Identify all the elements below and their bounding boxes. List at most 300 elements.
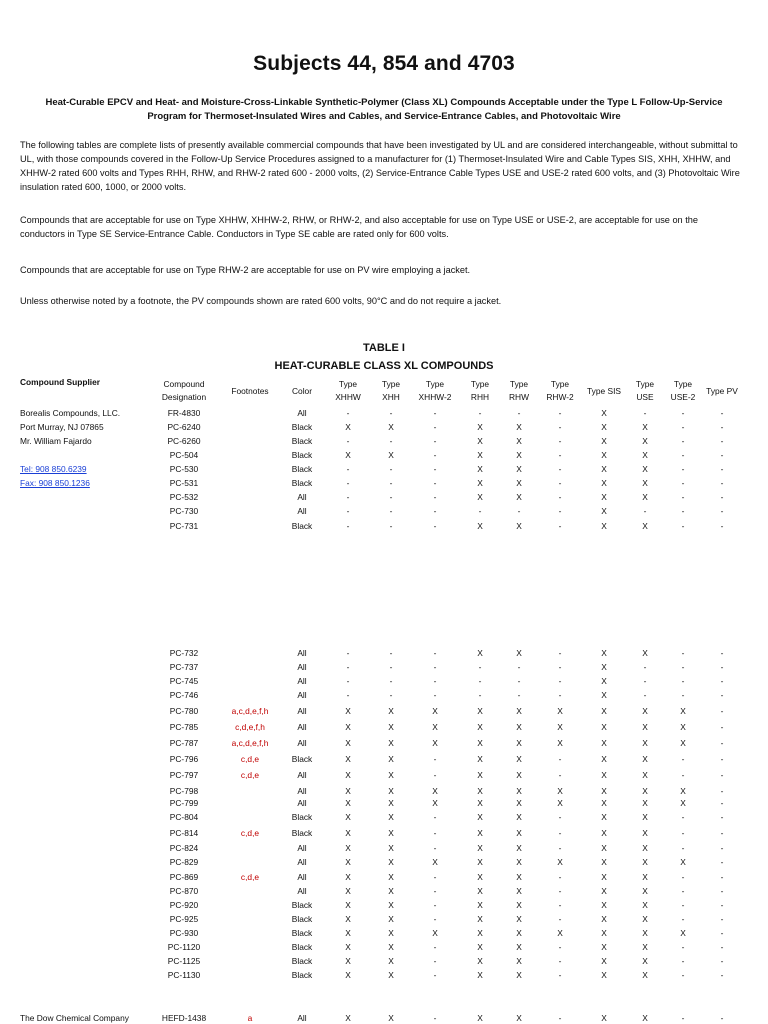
- type-cell: -: [558, 436, 562, 446]
- type-cell: X: [557, 786, 563, 796]
- type-cell: X: [601, 900, 607, 910]
- footnote-codes: c,d,e: [240, 754, 260, 764]
- type-cell: X: [477, 648, 483, 658]
- compound-color: Black: [291, 928, 313, 938]
- type-cell: -: [558, 914, 562, 924]
- compound-color: All: [297, 506, 307, 516]
- type-cell: X: [345, 422, 351, 432]
- type-cell: X: [601, 886, 607, 896]
- type-cell: X: [516, 738, 522, 748]
- type-cell: X: [516, 422, 522, 432]
- type-cell: -: [720, 690, 724, 700]
- type-cell: -: [433, 662, 437, 672]
- type-cell: X: [601, 872, 607, 882]
- compound-color: All: [297, 770, 307, 780]
- type-cell: -: [558, 1013, 562, 1023]
- type-cell: X: [601, 464, 607, 474]
- compound-designation: PC-799: [169, 798, 199, 808]
- type-cell: -: [558, 843, 562, 853]
- compound-designation: PC-796: [169, 754, 199, 764]
- type-cell: X: [345, 872, 351, 882]
- type-cell: X: [557, 738, 563, 748]
- type-cell: -: [389, 690, 393, 700]
- type-cell: -: [558, 754, 562, 764]
- type-cell: -: [720, 928, 724, 938]
- type-cell: -: [517, 506, 521, 516]
- type-cell: X: [680, 798, 686, 808]
- type-cell: X: [477, 738, 483, 748]
- type-cell: X: [516, 798, 522, 808]
- type-cell: X: [477, 478, 483, 488]
- type-cell: X: [516, 914, 522, 924]
- type-cell: -: [346, 506, 350, 516]
- compound-designation: PC-504: [169, 450, 199, 460]
- type-cell: -: [478, 662, 482, 672]
- type-cell: -: [681, 942, 685, 952]
- compound-designation: PC-732: [169, 648, 199, 658]
- type-cell: X: [477, 770, 483, 780]
- type-cell: -: [478, 676, 482, 686]
- type-cell: X: [477, 843, 483, 853]
- type-cell: X: [432, 928, 438, 938]
- compound-designation: PC-1130: [167, 970, 201, 980]
- type-cell: -: [643, 506, 647, 516]
- type-cell: -: [517, 408, 521, 418]
- type-cell: -: [720, 770, 724, 780]
- compound-color: All: [297, 843, 307, 853]
- type-cell: -: [389, 478, 393, 488]
- type-cell: X: [477, 722, 483, 732]
- type-cell: -: [433, 872, 437, 882]
- type-cell: -: [720, 422, 724, 432]
- type-cell: -: [681, 956, 685, 966]
- type-cell: -: [681, 900, 685, 910]
- compound-designation: PC-1125: [167, 956, 201, 966]
- type-cell: X: [477, 521, 483, 531]
- type-cell: -: [346, 662, 350, 672]
- type-cell: X: [601, 506, 607, 516]
- type-cell: -: [558, 676, 562, 686]
- type-cell: X: [432, 857, 438, 867]
- type-cell: -: [681, 521, 685, 531]
- type-cell: -: [558, 956, 562, 966]
- type-cell: X: [516, 828, 522, 838]
- type-cell: X: [477, 872, 483, 882]
- type-cell: X: [642, 521, 648, 531]
- compound-color: All: [297, 872, 307, 882]
- compound-color: All: [297, 738, 307, 748]
- type-cell: X: [477, 492, 483, 502]
- type-cell: X: [680, 706, 686, 716]
- footnote-codes: a,c,d,e,f,h: [231, 706, 269, 716]
- header-type-use-2: Type USE-2: [670, 379, 696, 402]
- type-cell: -: [433, 690, 437, 700]
- compound-color: All: [297, 722, 307, 732]
- type-cell: -: [720, 843, 724, 853]
- type-cell: X: [557, 722, 563, 732]
- footnote-codes: c,d,e: [240, 770, 260, 780]
- type-cell: -: [558, 900, 562, 910]
- compound-color: All: [297, 648, 307, 658]
- type-cell: X: [477, 798, 483, 808]
- type-cell: X: [601, 928, 607, 938]
- type-cell: -: [643, 676, 647, 686]
- type-cell: X: [345, 942, 351, 952]
- type-cell: -: [720, 738, 724, 748]
- type-cell: X: [601, 676, 607, 686]
- type-cell: -: [346, 492, 350, 502]
- type-cell: -: [720, 956, 724, 966]
- type-cell: X: [642, 900, 648, 910]
- type-cell: X: [477, 886, 483, 896]
- type-cell: X: [388, 706, 394, 716]
- type-cell: X: [477, 900, 483, 910]
- type-cell: X: [516, 956, 522, 966]
- type-cell: X: [601, 828, 607, 838]
- type-cell: X: [601, 770, 607, 780]
- type-cell: -: [720, 900, 724, 910]
- compound-designation: PC-532: [169, 492, 199, 502]
- type-cell: -: [681, 970, 685, 980]
- type-cell: -: [681, 914, 685, 924]
- type-cell: X: [642, 436, 648, 446]
- type-cell: -: [720, 942, 724, 952]
- compound-designation: PC-730: [169, 506, 199, 516]
- type-cell: X: [557, 798, 563, 808]
- compound-designation: PC-787: [169, 738, 199, 748]
- type-cell: -: [558, 521, 562, 531]
- type-cell: -: [681, 648, 685, 658]
- type-cell: X: [516, 492, 522, 502]
- compound-color: Black: [291, 942, 313, 952]
- type-cell: -: [720, 706, 724, 716]
- type-cell: -: [681, 1013, 685, 1023]
- type-cell: -: [558, 450, 562, 460]
- type-cell: X: [345, 812, 351, 822]
- type-cell: X: [477, 422, 483, 432]
- type-cell: -: [681, 812, 685, 822]
- type-cell: X: [477, 928, 483, 938]
- type-cell: -: [558, 648, 562, 658]
- type-cell: X: [388, 798, 394, 808]
- type-cell: X: [642, 464, 648, 474]
- type-cell: X: [345, 956, 351, 966]
- compound-color: All: [297, 690, 307, 700]
- compound-color: Black: [291, 464, 313, 474]
- type-cell: X: [642, 928, 648, 938]
- type-cell: X: [557, 706, 563, 716]
- type-cell: -: [681, 770, 685, 780]
- supplier-address: Port Murray, NJ 07865: [20, 422, 104, 432]
- type-cell: -: [558, 970, 562, 980]
- document-subtitle: Heat-Curable EPCV and Heat- and Moisture-Cross-Linkable Synthetic-Polymer (Class XL) Compounds Acceptable under the Type L Follow-Up-Service Program for Thermoset-Insulated Wires and Cables, and Service-Entrance Cables, and Photovoltaic Wire: [45, 97, 723, 122]
- type-cell: -: [346, 464, 350, 474]
- type-cell: X: [601, 970, 607, 980]
- type-cell: -: [558, 886, 562, 896]
- type-cell: -: [389, 464, 393, 474]
- type-cell: -: [643, 662, 647, 672]
- compound-designation: PC-1120: [167, 942, 201, 952]
- dow-supplier-name: The Dow Chemical Company: [20, 1013, 129, 1023]
- header-type-xhhw: Type XHHW: [335, 379, 361, 402]
- type-cell: X: [388, 886, 394, 896]
- type-cell: X: [345, 828, 351, 838]
- type-cell: -: [681, 662, 685, 672]
- type-cell: X: [642, 492, 648, 502]
- compound-designation: PC-925: [169, 914, 199, 924]
- compound-designation: PC-785: [169, 722, 199, 732]
- type-cell: X: [388, 812, 394, 822]
- type-cell: X: [680, 928, 686, 938]
- type-cell: -: [720, 754, 724, 764]
- type-cell: -: [346, 676, 350, 686]
- type-cell: X: [601, 738, 607, 748]
- compound-designation: PC-531: [169, 478, 199, 488]
- type-cell: X: [345, 798, 351, 808]
- compound-designation: PC-930: [169, 928, 199, 938]
- type-cell: -: [346, 690, 350, 700]
- type-cell: -: [389, 408, 393, 418]
- type-cell: -: [558, 812, 562, 822]
- type-cell: X: [516, 450, 522, 460]
- type-cell: -: [558, 942, 562, 952]
- compound-designation: PC-920: [169, 900, 199, 910]
- type-cell: -: [433, 828, 437, 838]
- type-cell: X: [516, 478, 522, 488]
- type-cell: -: [433, 843, 437, 853]
- type-cell: -: [681, 408, 685, 418]
- type-cell: -: [478, 506, 482, 516]
- type-cell: -: [643, 690, 647, 700]
- type-cell: X: [388, 914, 394, 924]
- type-cell: X: [388, 928, 394, 938]
- type-cell: -: [720, 676, 724, 686]
- type-cell: X: [601, 450, 607, 460]
- type-cell: -: [433, 648, 437, 658]
- type-cell: X: [516, 521, 522, 531]
- footnote-codes: c,d,e: [240, 828, 260, 838]
- type-cell: X: [680, 722, 686, 732]
- type-cell: -: [558, 464, 562, 474]
- type-cell: -: [433, 450, 437, 460]
- type-cell: X: [477, 450, 483, 460]
- type-cell: X: [388, 828, 394, 838]
- compound-color: All: [297, 492, 307, 502]
- type-cell: X: [642, 970, 648, 980]
- type-cell: -: [558, 828, 562, 838]
- type-cell: X: [642, 754, 648, 764]
- type-cell: X: [642, 798, 648, 808]
- type-cell: -: [720, 914, 724, 924]
- type-cell: X: [601, 706, 607, 716]
- header-color: Color: [291, 386, 313, 396]
- type-cell: -: [720, 436, 724, 446]
- supplier-fax-link[interactable]: Fax: 908 850.1236: [20, 478, 90, 488]
- type-cell: -: [720, 408, 724, 418]
- compound-designation: PC-870: [169, 886, 199, 896]
- type-cell: X: [388, 754, 394, 764]
- type-cell: X: [516, 942, 522, 952]
- type-cell: X: [388, 738, 394, 748]
- type-cell: -: [433, 676, 437, 686]
- type-cell: -: [720, 722, 724, 732]
- type-cell: X: [642, 450, 648, 460]
- type-cell: -: [720, 648, 724, 658]
- type-cell: -: [433, 1013, 437, 1023]
- type-cell: -: [433, 422, 437, 432]
- type-cell: -: [720, 464, 724, 474]
- type-cell: X: [601, 1013, 607, 1023]
- type-cell: X: [642, 478, 648, 488]
- type-cell: -: [433, 436, 437, 446]
- type-cell: X: [516, 812, 522, 822]
- type-cell: X: [680, 738, 686, 748]
- type-cell: -: [433, 812, 437, 822]
- type-cell: -: [720, 970, 724, 980]
- compound-color: Black: [291, 478, 313, 488]
- type-cell: -: [558, 478, 562, 488]
- type-cell: -: [558, 690, 562, 700]
- type-cell: X: [516, 464, 522, 474]
- type-cell: -: [389, 492, 393, 502]
- type-cell: X: [601, 956, 607, 966]
- type-cell: -: [517, 690, 521, 700]
- type-cell: -: [433, 408, 437, 418]
- compound-designation: PC-6260: [167, 436, 201, 446]
- type-cell: -: [720, 886, 724, 896]
- type-cell: X: [601, 478, 607, 488]
- type-cell: X: [642, 956, 648, 966]
- type-cell: X: [642, 857, 648, 867]
- type-cell: -: [720, 506, 724, 516]
- type-cell: X: [345, 900, 351, 910]
- header-type-sis: Type SIS: [587, 386, 621, 396]
- type-cell: X: [345, 450, 351, 460]
- type-cell: X: [516, 1013, 522, 1023]
- type-cell: X: [601, 914, 607, 924]
- type-cell: -: [681, 676, 685, 686]
- compound-color: Black: [291, 956, 313, 966]
- type-cell: X: [601, 857, 607, 867]
- type-cell: X: [516, 857, 522, 867]
- type-cell: X: [601, 843, 607, 853]
- compound-designation: FR-4830: [167, 408, 201, 418]
- intro-paragraph: The following tables are complete lists of presently available commercial compounds that have been investigated by UL and are considered interchangeable, without submittal to UL, with those compounds covered in the Follow-Up Service Procedures assigned to a manufacturer for (1) Thermoset-Insulated Wire and Cable Types SIS, XHH, XHHW, and XHHW-2 rated 600 volts and Types RHH, RHW, and RHW-2 rated 600 - 2000 volts, (2) Service-Entrance Cable Types USE and USE-2 rated 600 volts, and (3) Photovoltaic Wire insulation rated 600, 1000, or 2000 volts.: [20, 140, 740, 192]
- type-cell: -: [558, 492, 562, 502]
- type-cell: X: [388, 770, 394, 780]
- type-cell: X: [388, 942, 394, 952]
- type-cell: -: [478, 408, 482, 418]
- type-cell: X: [601, 436, 607, 446]
- type-cell: -: [681, 886, 685, 896]
- type-cell: X: [477, 828, 483, 838]
- type-cell: X: [642, 886, 648, 896]
- type-cell: X: [601, 786, 607, 796]
- type-cell: X: [516, 786, 522, 796]
- type-cell: X: [516, 722, 522, 732]
- type-cell: X: [388, 786, 394, 796]
- type-cell: -: [433, 914, 437, 924]
- pv-jacket-paragraph: Compounds that are acceptable for use on Type RHW-2 are acceptable for use on PV wire employing a jacket.: [20, 265, 471, 275]
- type-cell: X: [432, 798, 438, 808]
- type-cell: -: [389, 521, 393, 531]
- type-cell: -: [681, 492, 685, 502]
- type-cell: X: [516, 648, 522, 658]
- type-cell: -: [346, 478, 350, 488]
- type-cell: X: [477, 942, 483, 952]
- type-cell: -: [433, 521, 437, 531]
- type-cell: X: [432, 722, 438, 732]
- compound-color: Black: [291, 914, 313, 924]
- type-cell: X: [516, 970, 522, 980]
- type-cell: -: [720, 872, 724, 882]
- type-cell: X: [680, 857, 686, 867]
- type-cell: X: [601, 492, 607, 502]
- compound-color: Black: [291, 812, 313, 822]
- type-cell: -: [389, 648, 393, 658]
- type-cell: -: [720, 662, 724, 672]
- table-title: TABLE I: [363, 342, 405, 354]
- type-cell: X: [345, 786, 351, 796]
- type-cell: X: [516, 872, 522, 882]
- type-cell: -: [681, 422, 685, 432]
- compound-color: All: [297, 408, 307, 418]
- type-cell: X: [345, 722, 351, 732]
- compound-designation: PC-530: [169, 464, 199, 474]
- compound-color: All: [297, 1013, 307, 1023]
- type-cell: X: [345, 1013, 351, 1023]
- compound-color: All: [297, 676, 307, 686]
- type-cell: X: [642, 738, 648, 748]
- type-cell: X: [601, 942, 607, 952]
- type-cell: X: [642, 770, 648, 780]
- type-cell: X: [642, 914, 648, 924]
- type-cell: -: [643, 408, 647, 418]
- type-cell: -: [346, 521, 350, 531]
- type-cell: X: [345, 754, 351, 764]
- header-type-pv: Type PV: [706, 386, 738, 396]
- type-cell: X: [601, 521, 607, 531]
- type-cell: -: [389, 506, 393, 516]
- type-cell: -: [517, 676, 521, 686]
- footnote-codes: a,c,d,e,f,h: [231, 738, 269, 748]
- compound-color: All: [297, 798, 307, 808]
- type-cell: -: [558, 770, 562, 780]
- type-cell: -: [720, 521, 724, 531]
- compound-designation: PC-814: [169, 828, 199, 838]
- type-cell: -: [346, 648, 350, 658]
- type-cell: -: [720, 857, 724, 867]
- compound-color: Black: [291, 450, 313, 460]
- type-cell: -: [681, 506, 685, 516]
- supplier-tel-link[interactable]: Tel: 908 850.6239: [20, 464, 87, 474]
- type-cell: X: [516, 900, 522, 910]
- type-cell: -: [681, 436, 685, 446]
- type-cell: X: [601, 408, 607, 418]
- table-subtitle: HEAT-CURABLE CLASS XL COMPOUNDS: [274, 360, 494, 372]
- type-cell: X: [477, 970, 483, 980]
- type-cell: -: [433, 506, 437, 516]
- compound-color: All: [297, 857, 307, 867]
- type-cell: -: [720, 492, 724, 502]
- type-cell: X: [601, 662, 607, 672]
- type-cell: -: [720, 828, 724, 838]
- type-cell: X: [642, 1013, 648, 1023]
- type-cell: X: [680, 786, 686, 796]
- compound-designation: PC-798: [169, 786, 199, 796]
- type-cell: -: [433, 492, 437, 502]
- type-cell: -: [478, 690, 482, 700]
